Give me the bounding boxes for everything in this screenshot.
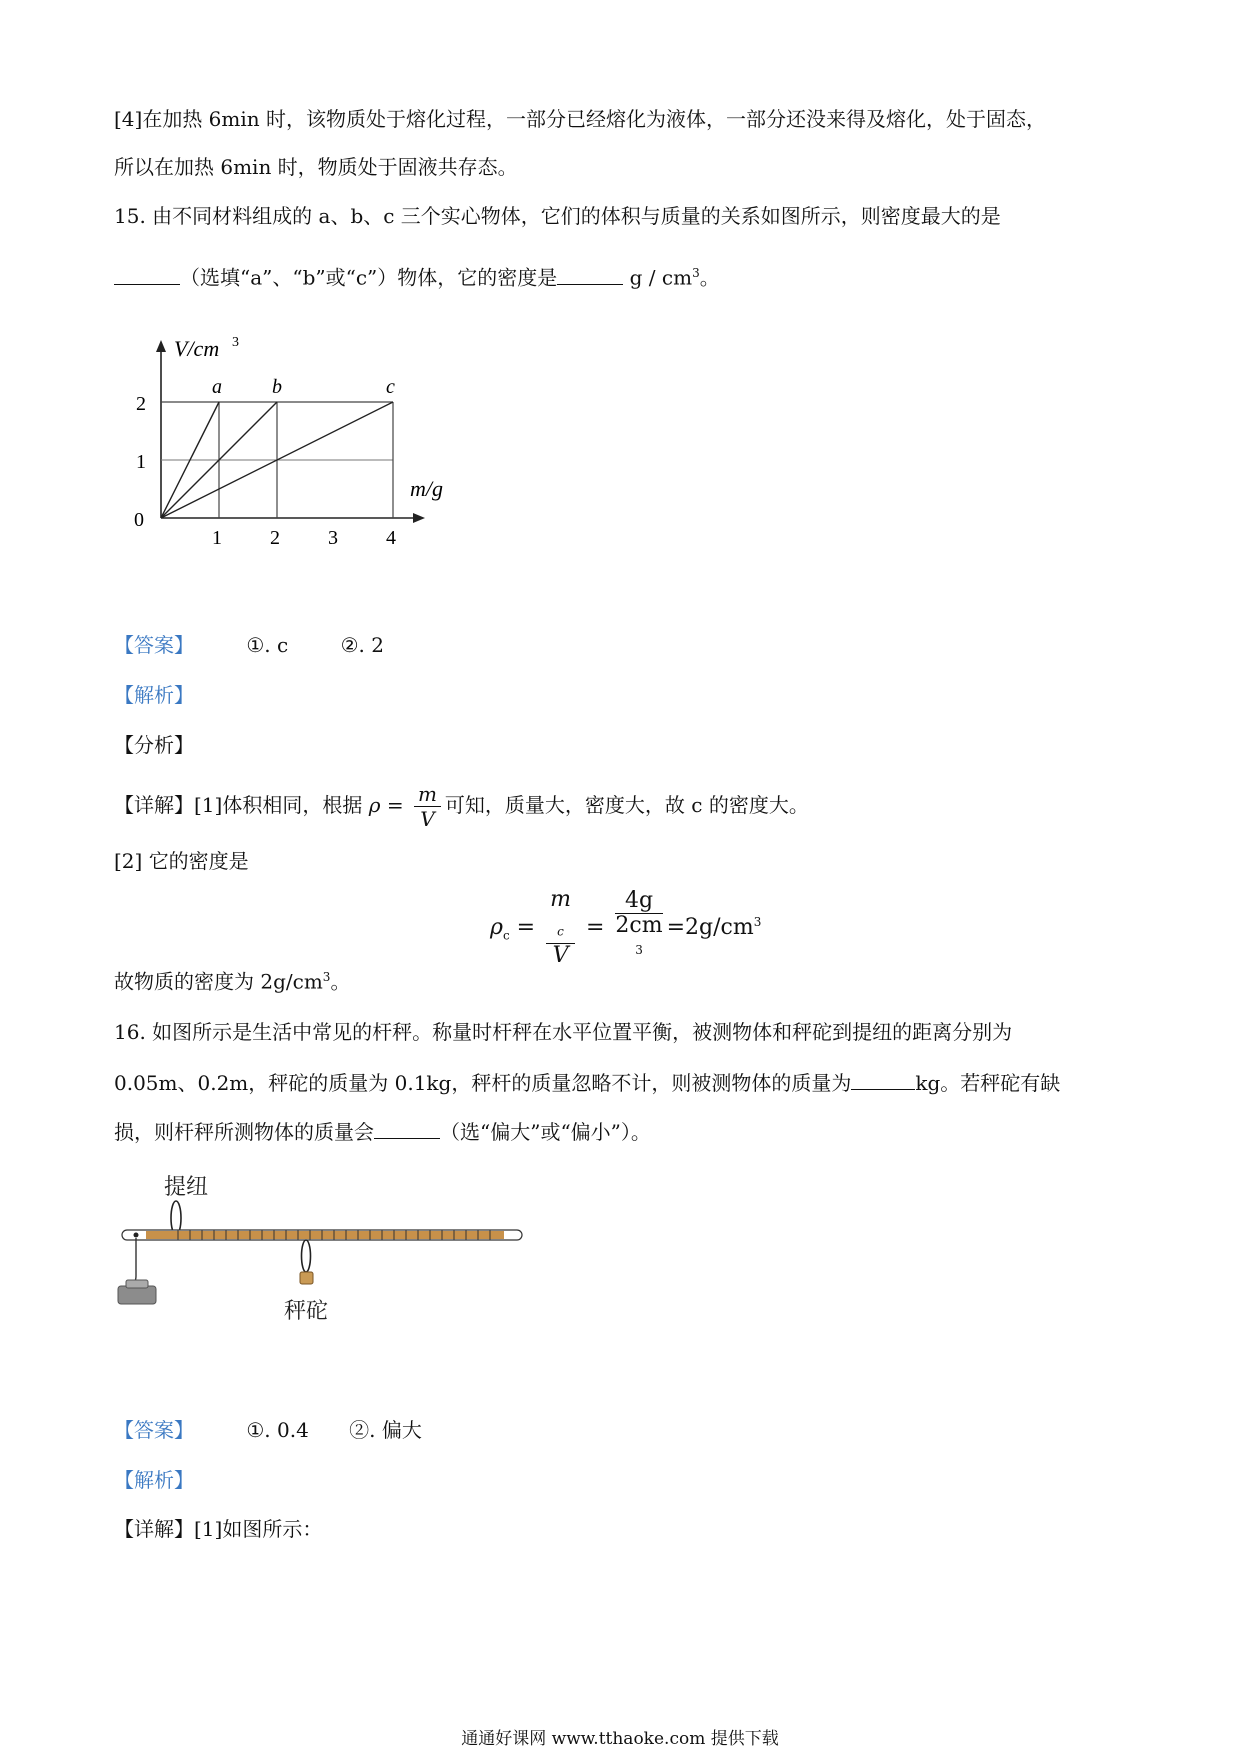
x-tick-3: 3 xyxy=(328,527,338,549)
fenxi-tag: 【分析】 xyxy=(114,733,194,757)
weight-icon xyxy=(300,1272,313,1284)
q16-detail1: 【详解】[1]如图所示： xyxy=(114,1517,323,1541)
q15-unit: g / cm xyxy=(629,265,693,290)
q14-line2: 所以在加热 6min 时，物质处于固液共存态。 xyxy=(114,155,518,179)
q15-answer-row xyxy=(114,630,384,660)
answer-blank-4[interactable] xyxy=(374,1116,440,1139)
origin-label: 0 xyxy=(134,509,144,531)
answer-blank-1[interactable] xyxy=(114,262,180,285)
q16-analysis-tag: 【解析】 xyxy=(114,1468,194,1492)
label-c: c xyxy=(386,376,395,398)
y-tick-2: 2 xyxy=(136,393,146,415)
q15-stem-line1: 15. 由不同材料组成的 a、b、c 三个实心物体，它们的体积与质量的关系如图所示，则密度最大的是 xyxy=(114,204,1001,228)
y-tick-1: 1 xyxy=(136,451,146,473)
q14-line1: [4]在加热 6min 时，该物质处于熔化过程，一部分已经熔化为液体，一部分还没来得及熔化，处于固态， xyxy=(114,107,1047,131)
analysis-tag: 【解析】 xyxy=(114,683,194,707)
volume-mass-graph xyxy=(120,330,460,550)
q15-detail2: [2] 它的密度是 xyxy=(114,849,249,873)
answer-blank-2[interactable] xyxy=(557,262,623,285)
label-a: a xyxy=(212,376,222,398)
x-tick-1: 1 xyxy=(212,527,222,549)
answer-tag: 【答案】 xyxy=(114,633,194,657)
footer-source: 通通好课网 www.tthaoke.com 提供下载 xyxy=(461,1729,779,1749)
knob-label: 提纽 xyxy=(164,1174,209,1199)
steelyard-figure xyxy=(116,1168,536,1348)
measured-object xyxy=(118,1286,156,1304)
y-axis-label: V/cm xyxy=(174,336,220,361)
density-fraction: $\frac{m}{V}$ xyxy=(414,782,441,831)
q15-conclusion: 故物质的密度为 $2g/cm^3$。 xyxy=(114,969,351,994)
x-tick-2: 2 xyxy=(270,527,280,549)
q15-detail1: 【详解】[1]体积相同，根据 ρ = $\frac{m}{V}$ 可知，质量大，密度大，故 c 的密度大。 xyxy=(114,782,809,831)
svg-text:3: 3 xyxy=(232,335,239,350)
rod-scale xyxy=(146,1231,504,1239)
answer-blank-3[interactable] xyxy=(851,1067,915,1090)
q15-stem2a: （选填“a”、“b”或“c”）物体，它的密度是 xyxy=(180,265,558,290)
q16-stem-line2: 0.05m、0.2m，秤砣的质量为 0.1kg，秤杆的质量忽略不计，则被测物体的质量为 kg。若秤砣有缺 xyxy=(114,1067,1060,1098)
answer-1: ①. c xyxy=(246,633,289,657)
answer-2: ②. 2 xyxy=(340,633,384,657)
q16-answer-row: 【答案】 ①. 0.4 ②. 偏大 xyxy=(114,1418,422,1442)
x-axis-label: m/g xyxy=(410,476,443,501)
q16-stem-line3: 损，则杆秤所测物体的质量会 （选“偏大”或“偏小”）。 xyxy=(114,1116,651,1147)
q16-stem-line1: 16. 如图所示是生活中常见的杆秤。称量时杆秤在水平位置平衡，被测物体和秤砣到提纽的距离分别为 xyxy=(114,1020,1013,1044)
weight-label: 秤砣 xyxy=(284,1298,329,1323)
x-tick-4: 4 xyxy=(386,527,396,549)
hook-icon xyxy=(130,1238,136,1282)
density-equation: $\rho_c$ = m $_c$ V = 4g 2cm $^3$ $=2g/cm^3$ xyxy=(490,887,762,969)
label-b: b xyxy=(272,376,282,398)
weight-loop xyxy=(302,1240,311,1272)
q15-stem-line2: （选填“a”、“b”或“c”）物体，它的密度是 g / $cm^3$。 xyxy=(114,258,720,293)
